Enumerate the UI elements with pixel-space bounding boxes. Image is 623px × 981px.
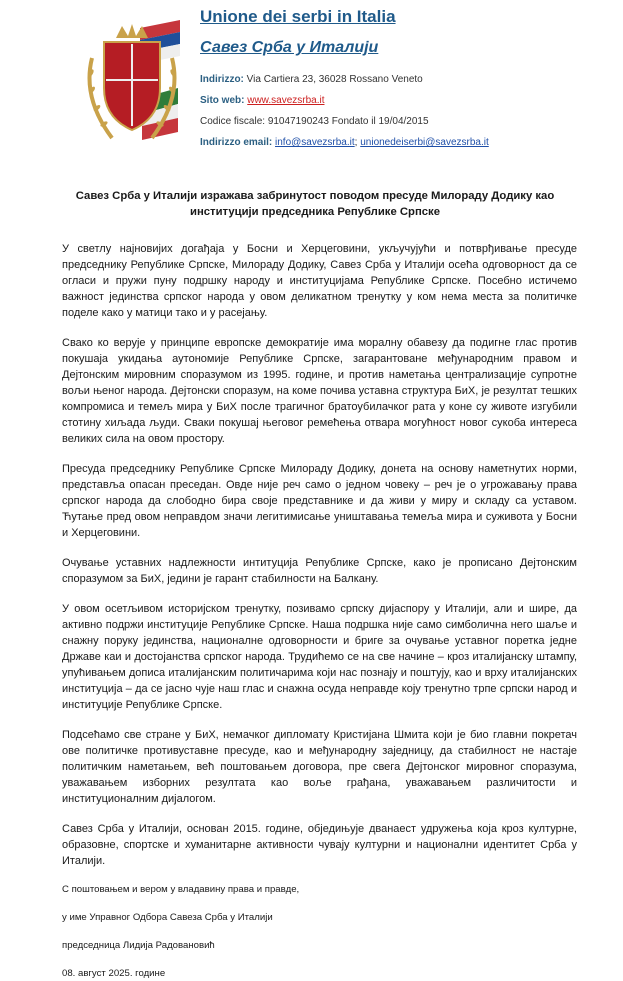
website-link[interactable]: www.savezsrba.it	[247, 95, 325, 106]
document-title: Савез Срба у Италији изражава забринутост поводом пресуде Милораду Додику као институцији председника Републике Српске	[75, 190, 555, 218]
paragraph: Пресуда председнику Републике Српске Милораду Додику, донета на основу наметнутих норми, представља опасан преседан. Овде није реч само о једном човеку – реч је о угрожавању права српског народа да слободно бира своје представнике и да живи у миру и складу са уставом. Ћутање пред овом неправдом значи легитимисање уништавања темеља мира и суживота у Босни и Херцеговини.	[62, 463, 577, 539]
closing-date: 08. август 2025. године	[62, 968, 166, 979]
paragraph: Очување уставних надлежности интитуција Републике Српске, како је прописано Дејтонским споразумом за БиХ, једини је гарант стабилности на Балкану.	[62, 557, 577, 585]
paragraph: У светлу најновијих догађаја у Босни и Херцеговини, укључујући и потврђивање пресуде председнику Републике Српске, Милораду Додику, Савез Срба у Италији осећа одговорност да се огласи и пружи пуну подршку народу и институцијама Републике Српске. Посебно истичемо важност јединства српског народа у овом деликатном тренутку у ком нема места за политичке поделе како у матици тако и у расејању.	[62, 243, 577, 319]
address-line	[200, 74, 610, 86]
address-label: Indirizzo:	[200, 74, 244, 85]
org-emblem-icon	[82, 18, 182, 146]
email-label: Indirizzo email:	[200, 137, 273, 148]
closing-signatory: председница Лидија Радовановић	[62, 940, 215, 951]
email-line	[200, 137, 610, 149]
closing-on-behalf: у име Управног Одбора Савеза Срба у Италији	[62, 912, 273, 923]
website-label: Sito web:	[200, 95, 245, 106]
founded-text: Fondato il 19/04/2015	[331, 116, 429, 127]
org-name-serbian: Савез Срба у Италији	[200, 39, 379, 56]
fiscal-line	[200, 116, 610, 128]
letterhead	[0, 0, 623, 160]
document-body	[62, 241, 577, 981]
email-link-info[interactable]: info@savezsrba.it	[275, 137, 355, 148]
website-line	[200, 95, 610, 107]
fiscal-label: Codice fiscale:	[200, 116, 266, 127]
address-value: Via Cartiera 23, 36028 Rossano Veneto	[246, 74, 423, 85]
email-link-union[interactable]: unionedeiserbi@savezsrba.it	[360, 137, 489, 148]
org-logo	[82, 18, 182, 146]
email-separator: ;	[354, 137, 358, 148]
paragraph: Подсећамо све стране у БиХ, немачког дипломату Кристијана Шмита који је био главни покретач ове политичке противуставне пресуде, као и међународну заједницу, да стабилност не настаје политичким наметањем, већ поштовањем договора, пре свега Дејтонског мировног споразума, уважавањем изборних резултата као воље грађана, уважавањем различитости и институционалним дијалогом.	[62, 729, 577, 805]
letterhead-text	[200, 6, 610, 149]
paragraph: У овом осетљивом историјском тренутку, позивамо српску дијаспору у Италији, али и шире, да активно подржи институције Републике Српске. Наша подршка није само симболична него шаље и снажну поруку јединства, националне одговорности и бриге за очување уставног поретка једне Државе каи и достојанства српског народа. Трудићемо се на све начине – кроз италијанску штампу, упућивањем дописа италијанским политичарима који нас познају и поштују, као и врху италијанских институција – да се јасно чује наш глас и снажна осуда неправде коју тренутно трпе српски народ и институције Републике Српске.	[62, 603, 577, 711]
paragraph: Савез Срба у Италији, основан 2015. године, обједињује дванаест удружења која кроз културне, образовне, спортске и хуманитарне активности чувају културни и национални идентитет Срба у Италији.	[62, 823, 577, 867]
org-name-italian: Unione dei serbi in Italia	[200, 7, 396, 26]
fiscal-value: 91047190243	[267, 116, 329, 127]
paragraph: Свако ко верује у принципе европске демократије има моралну обавезу да подигне глас против покушаја укидања аутономије Републике Српске, загарантоване међународним правом и Дејтонским мировним споразумом из 1995. године, и против наметања централизације супротне вољи њеног народа. Дејтонски споразум, на коме почива уставна структура БиХ, је резултат тешких компромиса и темељ мира у БиХ после трагичног братоубилачког рата у коне су животе изгубили стотину хиљада људи. Сваки покушај његовог ремећења отвара могућност новог сукоба интереса великих сила на овом простору.	[62, 337, 577, 445]
closing-salutation: С поштовањем и вером у владавину права и правде,	[62, 884, 300, 895]
